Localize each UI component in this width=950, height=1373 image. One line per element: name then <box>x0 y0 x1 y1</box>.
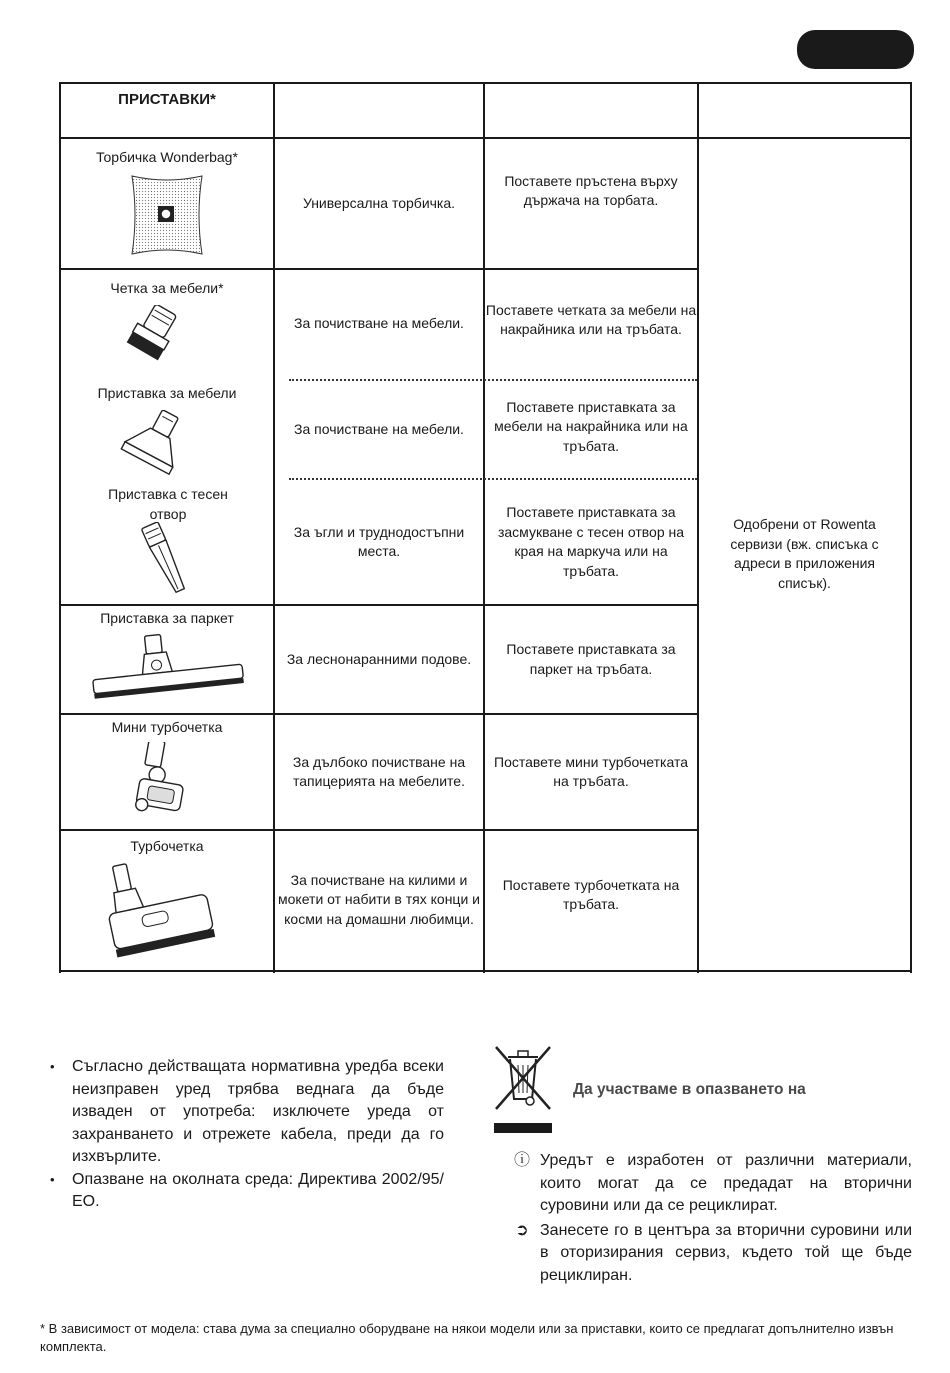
accessory-use: За дълбоко почистване на тапицерията на мебелите. <box>292 753 466 789</box>
environment-item-text: Занесете го в центъра за вторични суровини или в оторизирания сервиз, където той ще бъде рециклиран. <box>540 1221 912 1284</box>
list-item: • Опазване на околната среда: Директива 2002/95/ЕО. <box>48 1169 444 1214</box>
accessory-fitting: Поставете турбочетката на тръбата. <box>502 876 680 912</box>
parquet-brush-icon <box>86 632 248 706</box>
arrow-icon: ➲ <box>515 1221 529 1239</box>
accessory-name: Турбочетка <box>130 838 204 854</box>
accessory-name: Приставка с тесен отвор <box>108 486 228 522</box>
disposal-bullet-list <box>48 1056 444 1214</box>
crevice-tool-icon <box>138 522 192 598</box>
table-border-bottom <box>59 970 912 972</box>
list-item <box>512 1220 912 1288</box>
bin-underline-bar <box>494 1123 552 1133</box>
environment-item-text: Уредът е изработен от различни материали, които могат да се предадат на вторични суровини или да се рециклират. <box>540 1152 912 1214</box>
dotted-separator <box>289 379 697 381</box>
service-note: Одобрени от Rowenta сервизи (вж. списъка с адреси в приложения списък). <box>730 516 879 591</box>
table-border-right <box>910 82 912 973</box>
accessory-name: Четка за мебели* <box>110 280 224 296</box>
accessory-fitting: Поставете приставката за паркет на тръбата. <box>506 641 676 677</box>
info-icon: ⓘ <box>513 1152 530 1169</box>
environment-list <box>512 1150 912 1289</box>
furniture-brush-icon <box>118 305 190 365</box>
wonderbag-icon <box>126 172 208 258</box>
list-item <box>512 1150 912 1218</box>
accessory-use: За ъгли и труднодостъпни места. <box>293 523 465 559</box>
accessory-fitting: Поставете пръстена върху държача на торбата. <box>504 172 678 208</box>
accessory-fitting: Поставете четката за мебели на накрайника или на тръбата. <box>485 301 697 337</box>
footnote: * В зависимост от модела: става дума за специално оборудване на някои модели или за приставки, които се предлагат допълнително извън комплекта. <box>40 1321 894 1354</box>
accessory-use: Универсална торбичка. <box>302 194 456 211</box>
environment-title: Да участваме в опазването на <box>573 1081 806 1098</box>
turbobrush-icon <box>100 858 216 958</box>
crossed-bin-icon <box>492 1045 554 1113</box>
dotted-separator <box>289 478 697 480</box>
accessory-name: Приставка за мебели <box>97 385 237 401</box>
accessory-name: Приставка за паркет <box>100 610 234 626</box>
accessory-fitting: Поставете мини турбочетката на тръбата. <box>494 753 688 789</box>
accessory-use: За почистване на мебели. <box>294 421 464 438</box>
upholstery-nozzle-icon <box>116 410 194 476</box>
list-item: • Съгласно действащата нормативна уредба всеки неизправен уред трябва веднага да бъде изваден от употреба: изключете уреда от захранването и отрежете кабела, преди да го изхвърлите. <box>48 1056 444 1169</box>
accessory-use: За почистване на мебели. <box>294 315 464 332</box>
mini-turbobrush-icon <box>128 742 198 822</box>
accessory-fitting: Поставете приставката за мебели на накрайника или на тръбата. <box>494 398 688 454</box>
accessory-name: Мини турбочетка <box>111 719 223 735</box>
accessory-name: Торбичка Wonderbag* <box>96 149 238 165</box>
accessory-use: За почистване на килими и мокети от набити в тях конци и косми на домашни любимци. <box>278 871 480 927</box>
table-header-title: ПРИСТАВКИ* <box>118 91 216 108</box>
accessory-use: За леснонаранними подове. <box>286 650 472 667</box>
accessory-fitting: Поставете приставката за засмукване с тесен отвор на края на маркуча или на тръбата. <box>497 504 685 579</box>
